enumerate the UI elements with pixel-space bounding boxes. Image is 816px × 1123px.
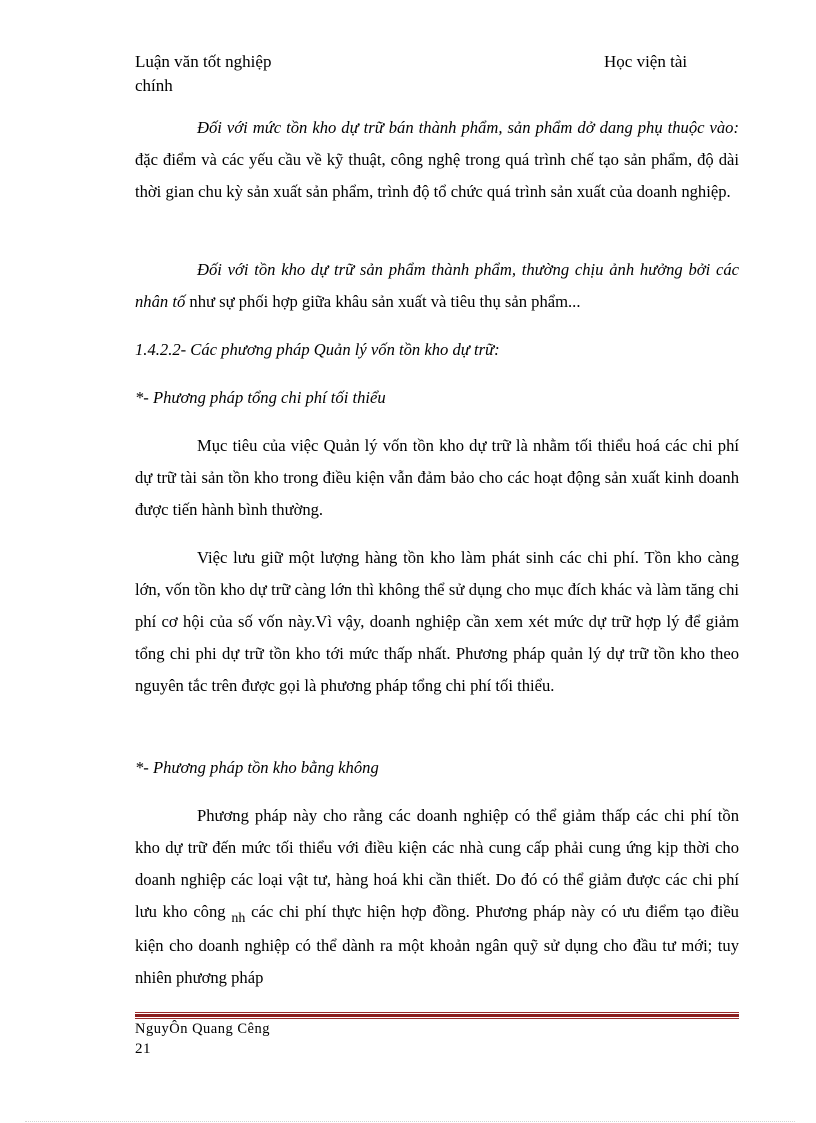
- header-institution: Học viện tài: [604, 52, 688, 71]
- paragraph-zero-inventory: [135, 800, 739, 994]
- paragraph-lead-italic: Đối với mức tồn kho dự trữ bán thành phẩm, sản phẩm dở dang phụ thuộc vào:: [197, 118, 739, 137]
- paragraph-text: như sự phối hợp giữa khâu sản xuất và tiêu thụ sản phẩm...: [185, 292, 581, 311]
- paragraph-text: đặc điểm và các yếu cầu về kỹ thuật, công nghệ trong quá trình chế tạo sản phẩm, độ dài thời gian chu kỳ sản xuất sản phẩm, trình độ tổ chức quá trình sản xuất của doanh nghiệp.: [135, 150, 739, 201]
- subsection-heading-zero-inventory: *- Phương pháp tồn kho bằng không: [135, 758, 379, 777]
- page-number: 21: [135, 1041, 151, 1057]
- paragraph-objective: Mục tiêu của việc Quản lý vốn tồn kho dự trữ là nhằm tối thiểu hoá các chi phí dự trữ tài sản tồn kho trong điều kiện vẫn đảm bảo cho các hoạt động sản xuất kinh doanh được tiến hành bình thường.: [135, 436, 739, 519]
- header-thesis-title-cont: chính: [135, 76, 173, 95]
- subsection-heading-min-cost: *- Phương pháp tổng chi phí tối thiểu: [135, 388, 386, 407]
- paragraph-lead-italic: Đối với tồn kho dự trữ sản phẩm thành phẩm, thường chịu ảnh hưởng bởi các nhân tố: [135, 260, 739, 311]
- paragraph-text-cont: các chi phí thực hiện hợp đồng. Phương pháp này có ưu điểm tạo điều kiện cho doanh nghiệp có thể dành ra một khoản ngân quỹ sử dụng cho đầu tư mới; tuy nhiên phương pháp: [135, 902, 739, 987]
- paragraph-wip-inventory: [135, 112, 739, 208]
- section-heading: 1.4.2.2- Các phương pháp Quản lý vốn tồn kho dự trữ:: [135, 340, 500, 359]
- footer-author: NguyÔn Quang Cêng: [135, 1021, 270, 1037]
- footer-rule: [135, 1012, 739, 1018]
- page-bottom-edge: [25, 1121, 795, 1122]
- header-thesis-title: Luận văn tốt nghiệp: [135, 52, 272, 71]
- header-left: [135, 50, 271, 98]
- paragraph-text: Phương pháp này cho rằng các doanh nghiệp có thể giảm thấp các chi phí tồn kho dự trữ đến mức tối thiểu với điều kiện các nhà cung cấp phải cung ứng kịp thời cho doanh nghiệp các loại vật tư, hàng hoá khi cần thiết. Do đó có thể giảm được các chi phí lưu kho công: [135, 806, 739, 921]
- paragraph-finished-goods: [135, 254, 739, 318]
- paragraph-holding-cost: Việc lưu giữ một lượng hàng tồn kho làm phát sinh các chi phí. Tồn kho càng lớn, vốn tồn kho dự trữ càng lớn thì không thể sử dụng cho mục đích khác và làm tăng chi phí cơ hội của số vốn này.Vì vậy, doanh nghiệp cần xem xét mức dự trữ hợp lý để giảm tổng chi phi dự trữ tồn kho tới mức thấp nhất. Phương pháp quản lý dự trữ tồn kho theo nguyên tắc trên được gọi là phương pháp tổng chi phí tối thiểu.: [135, 548, 739, 695]
- text-fragment: nh: [231, 911, 246, 926]
